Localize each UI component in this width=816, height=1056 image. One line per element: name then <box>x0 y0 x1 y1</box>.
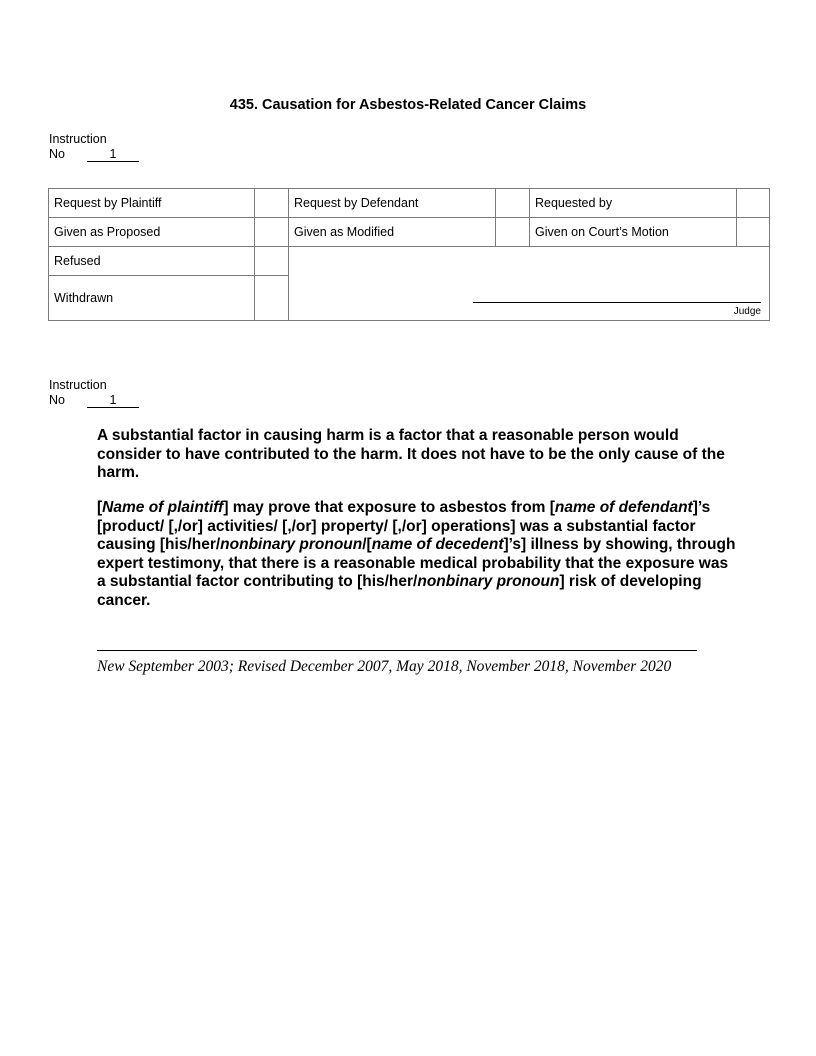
given-as-proposed-checkbox[interactable] <box>255 218 289 247</box>
no-label: No <box>49 393 65 407</box>
paragraph-text: A substantial factor in causing harm is a factor that a reasonable person would consider to have contributed to the harm. It does not have to be the only cause of the harm. <box>97 427 725 481</box>
given-on-courts-motion-checkbox[interactable] <box>737 218 770 247</box>
request-by-plaintiff-label: Request by Plaintiff <box>49 189 255 218</box>
request-status-table <box>48 188 770 321</box>
request-by-plaintiff-checkbox[interactable] <box>255 189 289 218</box>
request-by-defendant-label: Request by Defendant <box>289 189 496 218</box>
instruction-paragraph-1 <box>97 427 737 483</box>
instruction-label: Instruction <box>49 132 107 146</box>
judge-label: Judge <box>733 306 761 317</box>
refused-label: Refused <box>49 247 255 276</box>
refused-checkbox[interactable] <box>255 247 289 276</box>
revision-history: New September 2003; Revised December 2007, May 2018, November 2018, November 2020 <box>97 658 672 675</box>
given-on-courts-motion-label: Given on Court’s Motion <box>530 218 737 247</box>
instruction-paragraph-2 <box>97 499 737 610</box>
paragraph-text: [Name of plaintiff] may prove that exposure to asbestos from [name of defendant]’s [product/ [,/or] activities/ [,/or] property/ [,/or] operations] was a substantial factor causing [his/her/nonbinary pronoun/[name of decedent]’s] illness by showing, through expert testimony, that there is a reasonable medical probability that the exposure was a substantial factor contributing to [his/her/nonbinary pronoun] risk of developing cancer. <box>97 499 736 609</box>
judge-signature-line[interactable] <box>473 302 761 303</box>
instruction-label: Instruction <box>49 378 107 392</box>
request-by-defendant-checkbox[interactable] <box>496 189 530 218</box>
given-as-modified-label: Given as Modified <box>289 218 496 247</box>
given-as-modified-checkbox[interactable] <box>496 218 530 247</box>
requested-by-label: Requested by <box>530 189 737 218</box>
no-label: No <box>49 147 65 161</box>
instruction-number-bottom <box>49 378 139 408</box>
instruction-number: 1 <box>87 394 139 408</box>
section-divider <box>97 650 697 651</box>
given-as-proposed-label: Given as Proposed <box>49 218 255 247</box>
requested-by-checkbox[interactable] <box>737 189 770 218</box>
page-title: 435. Causation for Asbestos-Related Cancer Claims <box>229 97 587 113</box>
judge-signature-area <box>289 247 770 321</box>
instruction-number-top <box>49 132 139 162</box>
instruction-number: 1 <box>87 148 139 162</box>
withdrawn-checkbox[interactable] <box>255 276 289 321</box>
withdrawn-label: Withdrawn <box>49 276 255 321</box>
